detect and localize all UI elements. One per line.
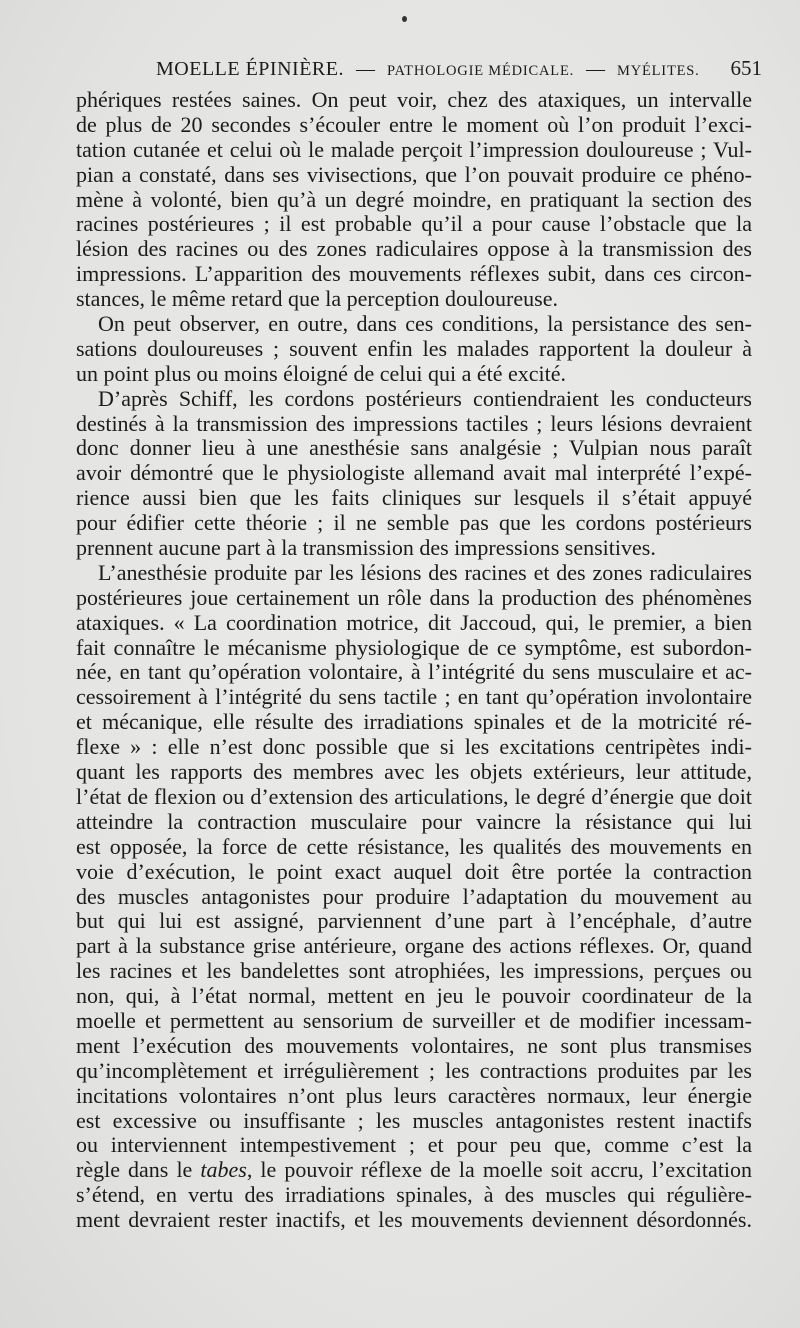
page-number: 651 [730, 56, 762, 80]
text-line: but qui lui est assigné, parviennent d’une part à l’encéphale, d’autre [76, 909, 752, 934]
text-line: flexe » : elle n’est donc possible que si les excitations centripètes indi- [76, 735, 752, 760]
text-line: est opposée, la force de cette résistance, les qualités des mouvements en [76, 834, 752, 859]
body-text [76, 88, 752, 1233]
text-line: moelle et permettent au sensorium de surveiller et de modifier incessam- [76, 1008, 752, 1033]
text-line: voie d’exécution, le point exact auquel doit être portée la contraction [76, 859, 752, 884]
text-line: pian a constaté, dans ses vivisections, que l’on pouvait produire ce phéno- [76, 162, 752, 187]
text-line: mène à volonté, bien qu’à un degré moindre, en pratiquant la section des [76, 187, 752, 212]
text-line: impressions. L’apparition des mouvements réflexes subit, dans ces circon- [76, 262, 752, 287]
text-line: L’anesthésie produite par les lésions des racines et des zones radiculaires [98, 560, 752, 585]
running-title: MOELLE ÉPINIÈRE. [156, 58, 344, 80]
text-line: avoir démontré que le physiologiste allemand avait mal interprété l’expé- [76, 461, 752, 486]
header-dash: — [355, 59, 375, 80]
text-line: ou interviennent intempestivement ; et pour peu que, comme c’est la [76, 1133, 752, 1158]
text-line: fait connaître le mécanisme physiologique de ce symptôme, est subordon- [76, 635, 752, 660]
text-line: et mécanique, elle résulte des irradiations spinales et de la motricité ré- [76, 710, 752, 735]
text-line: de plus de 20 secondes s’écouler entre le moment où l’on produit l’exci- [76, 112, 752, 137]
text-line: née, en tant qu’opération volontaire, à l’intégrité du sens musculaire et ac- [76, 660, 752, 685]
text-line: qu’incomplètement et irrégulièrement ; les contractions produites par les [76, 1058, 752, 1083]
text-line: stances, le même retard que la perception douloureuse. [76, 287, 558, 312]
text-line: part à la substance grise antérieure, organe des actions réflexes. Or, quand [76, 934, 752, 959]
text-line: un point plus ou moins éloigné de celui qui a été excité. [76, 361, 566, 386]
text-line: est excessive ou insuffisante ; les muscles antagonistes restent inactifs [76, 1108, 752, 1133]
text-line: prennent aucune part à la transmission des impressions sensitives. [76, 536, 656, 561]
text-line: rience aussi bien que les faits cliniques sur lesquels il s’était appuyé [76, 486, 752, 511]
text-line: destinés à la transmission des impressions tactiles ; leurs lésions devraient [76, 411, 752, 436]
text-line: ment l’exécution des mouvements volontaires, ne sont plus transmises [76, 1033, 752, 1058]
ink-speck [402, 16, 407, 22]
text-line: On peut observer, en outre, dans ces conditions, la persistance des sen- [98, 312, 752, 337]
text-line: D’après Schiff, les cordons postérieurs contiendraient les conducteurs [98, 386, 752, 411]
text-line: racines postérieures ; il est probable qu’il a pour cause l’obstacle que la [76, 212, 752, 237]
text-line: l’état de flexion ou d’extension des articulations, le degré d’énergie que doit [76, 784, 752, 809]
running-header [76, 56, 768, 84]
text-line: phériques restées saines. On peut voir, chez des ataxiques, un intervalle [76, 88, 752, 112]
text-line: postérieures joue certainement un rôle dans la production des phénomènes [76, 585, 752, 610]
text-line: non, qui, à l’état normal, mettent en jeu le pouvoir coordinateur de la [76, 984, 752, 1009]
text-line: incitations volontaires n’ont plus leurs caractères normaux, leur énergie [76, 1083, 752, 1108]
text-line: règle dans le tabes, le pouvoir réflexe de la moelle soit accru, l’excitation [76, 1158, 752, 1183]
italic-term: tabes [200, 1158, 247, 1183]
text-line: atteindre la contraction musculaire pour vaincre la résistance qui lui [76, 809, 752, 834]
header-section-1: PATHOLOGIE MÉDICALE. [386, 63, 575, 79]
text-line: pour édifier cette théorie ; il ne semble pas que les cordons postérieurs [76, 511, 752, 536]
text-line: lésion des racines ou des zones radiculaires oppose à la transmission des [76, 237, 752, 262]
text-line: sations douloureuses ; souvent enfin les malades rapportent la douleur à [76, 336, 752, 361]
text-line: ment devraient rester inactifs, et les mouvements deviennent désordonnés. [76, 1208, 752, 1233]
text-line: les racines et les bandelettes sont atrophiées, les impressions, perçues ou [76, 959, 752, 984]
header-section-2: MYÉLITES. [617, 63, 700, 79]
text-line: ataxiques. « La coordination motrice, dit Jaccoud, qui, le premier, a bien [76, 610, 752, 635]
text-line: des muscles antagonistes pour produire l’adaptation du mouvement au [76, 884, 752, 909]
text-line: cessoirement à l’intégrité du sens tactile ; en tant qu’opération involontaire [76, 685, 752, 710]
header-dash: — [586, 59, 606, 80]
text-line: donc donner lieu à une anesthésie sans analgésie ; Vulpian nous paraît [76, 436, 752, 461]
text-line: quant les rapports des membres avec les objets extérieurs, leur attitude, [76, 760, 752, 785]
text-line: tation cutanée et celui où le malade perçoit l’impression douloureuse ; Vul- [76, 137, 752, 162]
text-line: s’étend, en vertu des irradiations spinales, à des muscles qui régulière- [76, 1183, 752, 1208]
